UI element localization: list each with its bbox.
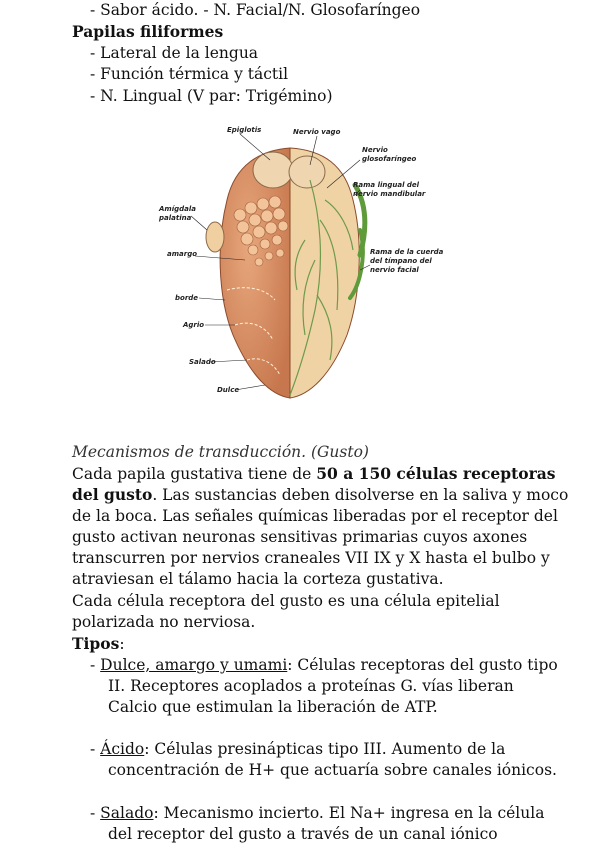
- label-cuerda-1: Rama de la cuerda: [370, 248, 444, 256]
- filiformes-title: Papilas filiformes: [72, 22, 224, 41]
- mechanisms-p1-line: transcurren por nervios craneales VII IX y X hasta el bulbo y: [72, 549, 550, 567]
- amigdala-shape: [206, 222, 224, 252]
- epiglotis-shape: [253, 152, 293, 188]
- label-amargo: amargo: [167, 250, 198, 258]
- label-glosofaringeo-2: glosofaríngeo: [362, 155, 417, 163]
- tipo-cont: concentración de H+ que actuaría sobre canales iónicos.: [108, 761, 557, 779]
- label-epiglotis: Epiglotis: [227, 126, 262, 134]
- mechanisms-p2-line: polarizada no nerviosa.: [72, 613, 256, 631]
- label-dulce: Dulce: [217, 386, 240, 394]
- mechanisms-p2-line: Cada célula receptora del gusto es una célula epitelial: [72, 592, 500, 610]
- label-rama-lingual-1: Rama lingual del: [353, 181, 420, 189]
- label-nervio-vago: Nervio vago: [293, 128, 341, 136]
- tipo-cont: del receptor del gusto a través de un canal iónico: [108, 825, 498, 843]
- label-rama-lingual-2: nervio mandibular: [353, 190, 426, 198]
- tipos-heading: Tipos:: [72, 634, 125, 653]
- tipo-item: - Ácido: Células presinápticas tipo III. Aumento de la: [90, 740, 506, 758]
- label-borde: borde: [175, 294, 199, 302]
- label-salado: Salado: [189, 358, 216, 366]
- filiformes-item: - Lateral de la lengua: [90, 44, 259, 62]
- mechanisms-heading: Mecanismos de transducción. (Gusto): [72, 443, 369, 461]
- label-cuerda-3: nervio facial: [370, 266, 419, 274]
- mechanisms-p1-line: atraviesan el tálamo hacia la corteza gustativa.: [72, 570, 444, 588]
- filiformes-item: - Función térmica y táctil: [90, 65, 289, 83]
- tipo-item: - Salado: Mecanismo incierto. El Na+ ingresa en la célula: [90, 804, 545, 822]
- tongue-diagram: [155, 120, 455, 405]
- filiformes-item: - N. Lingual (V par: Trigémino): [90, 87, 333, 105]
- label-amigdala-1: Amígdala: [159, 205, 196, 213]
- label-amigdala-2: palatina: [159, 214, 192, 222]
- label-glosofaringeo-1: Nervio: [362, 146, 388, 154]
- mechanisms-p1-line1: Cada papila gustativa tiene de 50 a 150 células receptoras: [72, 464, 556, 483]
- tipo-item: - Dulce, amargo y umami: Células receptoras del gusto tipo: [90, 656, 558, 674]
- mechanisms-p1-line: gusto activan neuronas sensitivas primarias cuyos axones: [72, 528, 528, 546]
- mechanisms-p1-line2: del gusto. Las sustancias deben disolverse en la saliva y moco: [72, 485, 569, 504]
- tipo-cont: II. Receptores acoplados a proteínas G. vías liberan: [108, 677, 514, 695]
- sabor-acido-line: - Sabor ácido. - N. Facial/N. Glosofaríngeo: [90, 1, 421, 19]
- label-agrio: Agrio: [183, 321, 205, 329]
- mechanisms-p1-line: de la boca. Las señales químicas liberadas por el receptor del: [72, 507, 558, 525]
- label-cuerda-2: del tímpano del: [370, 257, 432, 265]
- tipo-cont: Calcio que estimulan la liberación de ATP.: [108, 698, 438, 716]
